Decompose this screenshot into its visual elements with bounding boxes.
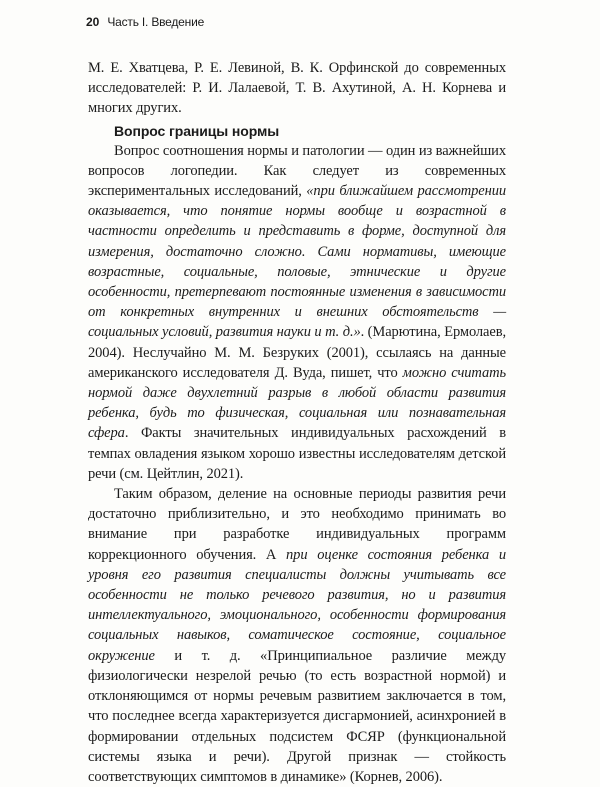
section-heading: Вопрос границы нормы: [114, 122, 280, 139]
paragraph-conclusion: [88, 484, 506, 787]
p2-text-1: Таким образом, деление на основные периоды развития речи достаточно приблизительно, и это необходимо принимать во внимание при разработке индивидуальных программ коррекционного обучения. А: [88, 486, 506, 563]
p2-italic: при оценке состояния ребенка и уровня его развития специалисты должны учитывать все особенности не только речевого развития, но и развития интеллектуального, эмоционального, особенности формирования социальных навыков, соматическое состояние, социальное окружение: [88, 546, 506, 664]
page-body: [88, 58, 506, 787]
p2-text-2: и т. д. «Принципиальное различие между физиологически незрелой речью (то есть возрастной нормой) и отклоняющимся от нормы речевым развитием заключается в том, что последнее всегда характеризуется дисгармонией, асинхронией в формировании отдельных подсистем ФСЯР (функциональной системы языка и речи). Другой признак — стойкость соответствующих симптомов в динамике» (Корнев, 2006).: [88, 647, 506, 785]
intro-paragraph: М. Е. Хватцева, Р. Е. Левиной, В. К. Орфинской до современных исследователей: Р. И. Лалаевой, Т. В. Ахутиной, А. Н. Корнева и многих других.: [88, 60, 506, 117]
paragraph-norm-question: [88, 141, 506, 484]
running-title: Часть I. Введение: [107, 15, 205, 29]
page-number: 20: [86, 15, 100, 29]
p1-quote-italic: «при ближайшем рассмотрении оказывается, что понятие нормы вообще и возрастной в частности определить и представить в форме, доступной для измерения, достаточно сложно. Сами нормативы, имеющие возрастные, социальные, половые, этнические и другие особенности, претерпевают постоянные изменения в зависимости от конкретных внутренних и внешних обстоятельств — социальных условий, развития науки и т. д.»: [88, 183, 506, 341]
p1-text-3: . Факты значительных индивидуальных расхождений в темпах овладения языком хорошо известны исследователям детской речи (см. Цейтлин, 2021).: [88, 425, 506, 482]
p1-italic-2: можно считать нормой даже двухлетний разрыв в любой области развития ребенка, будь то физическая, социальная или познавательная сфера: [88, 364, 506, 442]
p1-text-2: . (Марютина, Ермолаев, 2004). Неслучайно М. М. Безруких (2001), ссылаясь на данные американского исследователя Д. Вуда, пишет, что: [88, 324, 506, 381]
page-header: [86, 14, 204, 30]
p1-text-1: Вопрос соотношения нормы и патологии — один из важнейших вопросов логопедии. Как следует из современных экспериментальных исследований,: [88, 142, 506, 200]
